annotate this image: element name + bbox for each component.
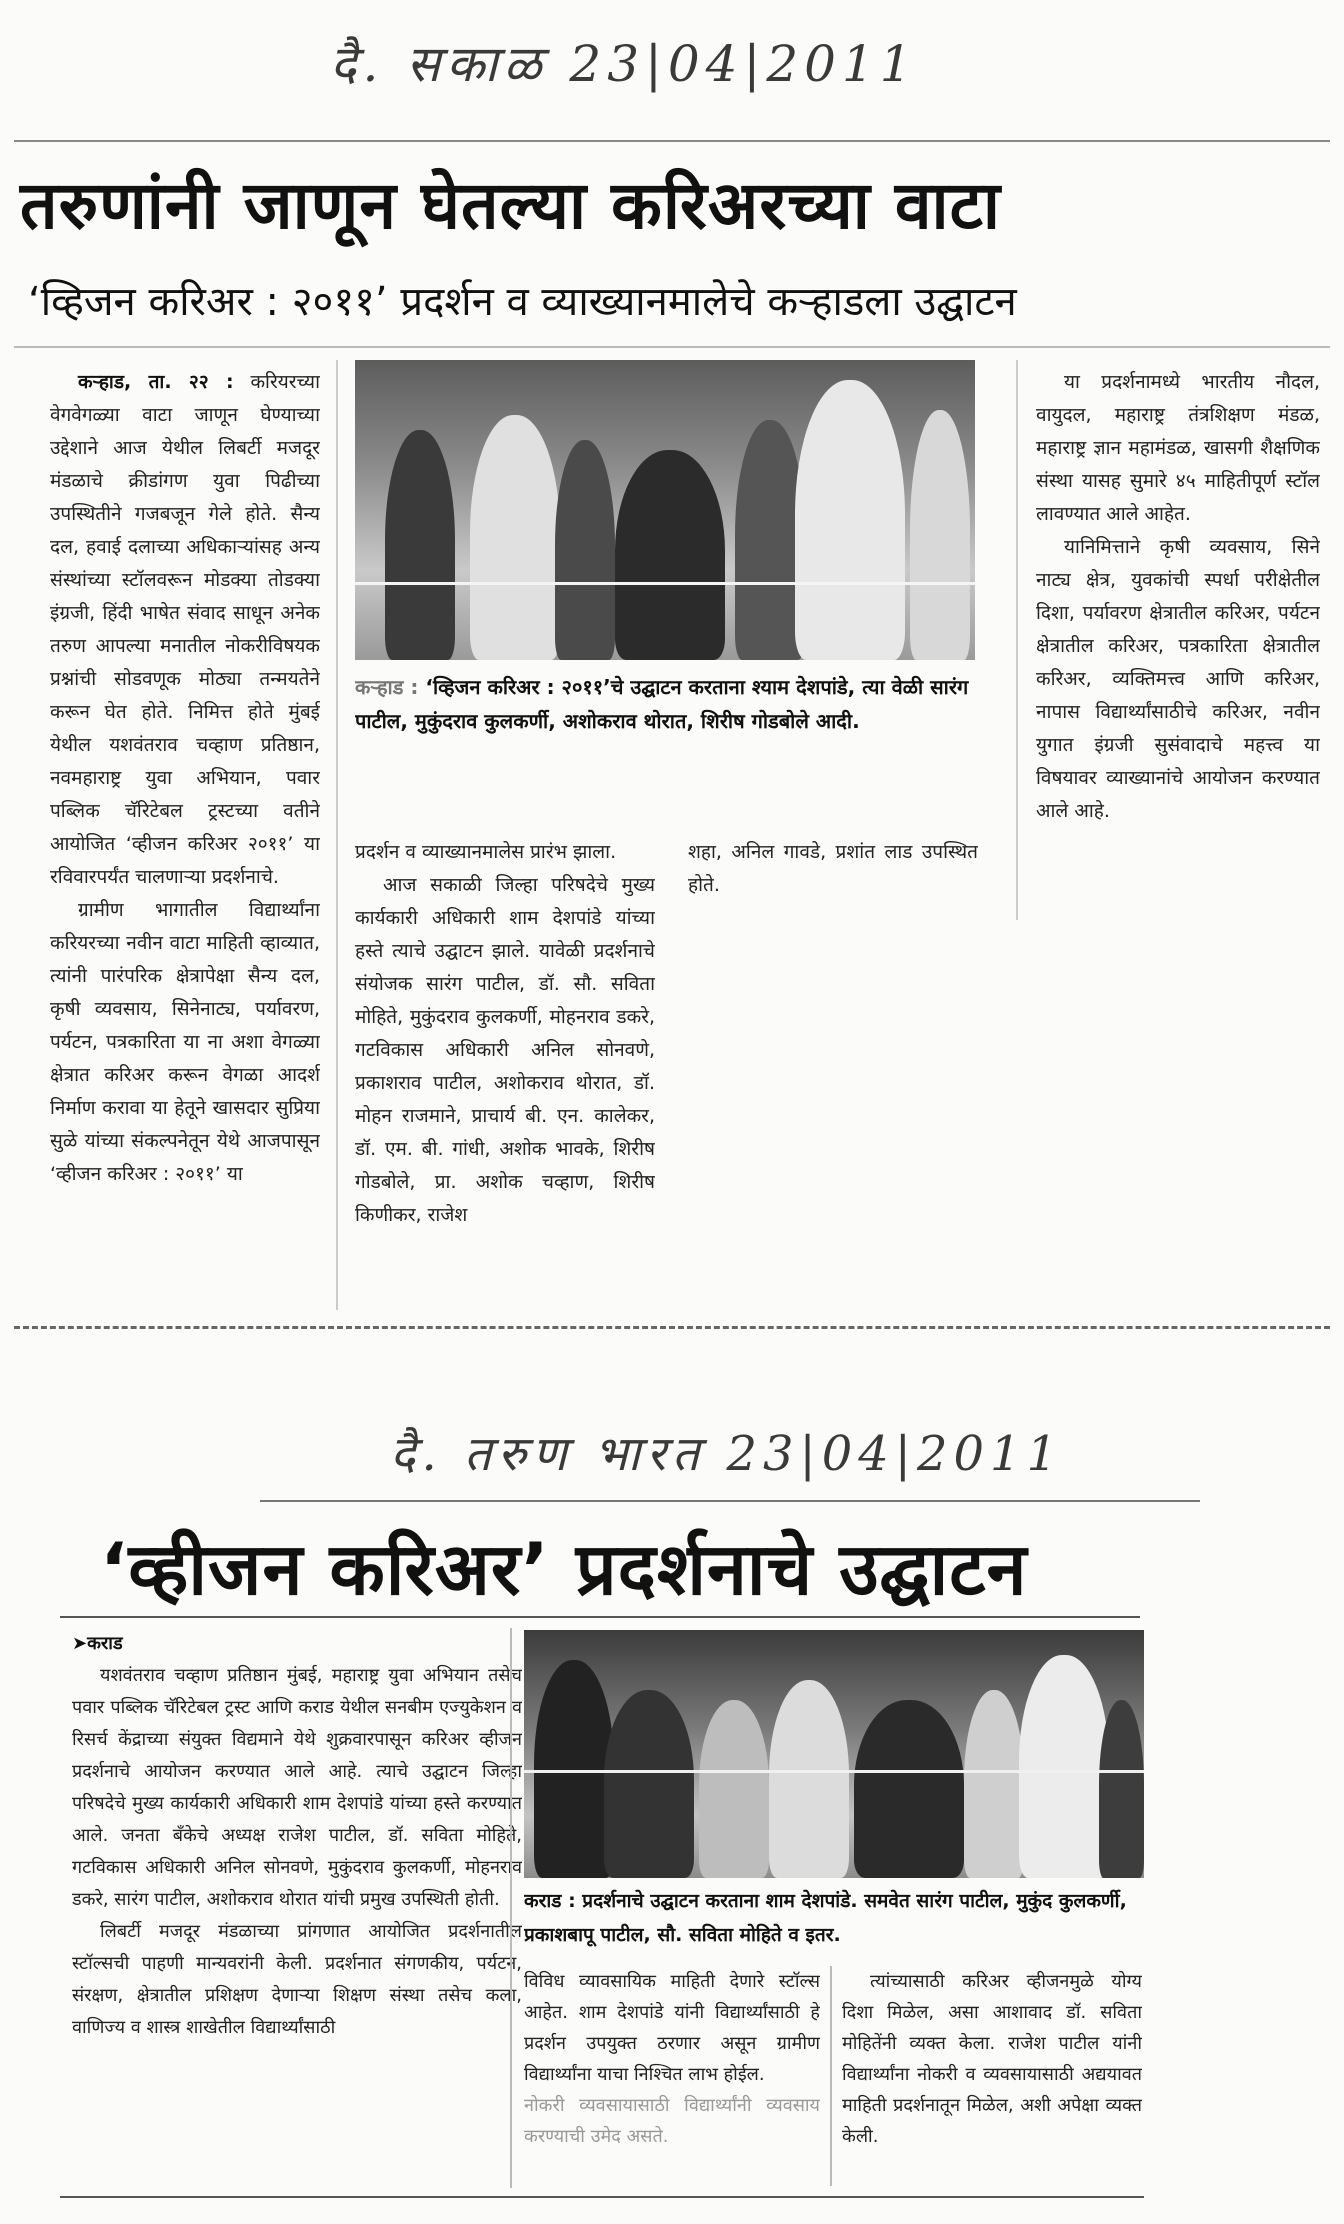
divider (60, 1616, 1140, 1618)
divider (14, 140, 1330, 142)
dateline-arrow: ➤ (72, 1633, 88, 1654)
article-column-4 (1036, 366, 1320, 906)
news-photo (524, 1630, 1144, 1878)
photo-caption (524, 1884, 1144, 1956)
article-column-1 (50, 366, 320, 1310)
person (910, 410, 970, 660)
article-column-1 (72, 1628, 522, 2183)
column-divider (1016, 360, 1018, 920)
article-paragraph: त्यांच्यासाठी करिअर व्हीजनमुळे योग्य दिशा मिळेल, असा आशावाद डॉ. सविता मोहितेंनी व्यक्त केला. राजेश पाटील यांनी विद्यार्थ्यांना नोकरी व व्यवसायासाठी अद्ययावत माहिती प्रदर्शनातून मिळेल, अशी अपेक्षा व्यक्त केली. (842, 1971, 1142, 2147)
divider (14, 346, 1330, 348)
caption-text: प्रदर्शनाचे उद्घाटन करताना शाम देशपांडे. समवेत सारंग पाटील, मुकुंद कुलकर्णी, प्रकाशबापू पाटील, सौ. सविता मोहिते व इतर. (524, 1890, 1127, 1946)
person (615, 450, 725, 660)
clipping-bottom-border (60, 2196, 1144, 2198)
article-column-3 (688, 836, 978, 926)
cut-off-text: नोकरी व्यवसायासाठी विद्यार्थ्यांनी व्यवसाय करण्याची उमेद असते. (524, 2095, 820, 2147)
column-divider (336, 360, 338, 1310)
column-divider (830, 1966, 832, 2186)
article-paragraph: लिबर्टी मजदूर मंडळाच्या प्रांगणात आयोजित प्रदर्शनातील स्टॉल्सची पाहणी मान्यवरांनी केली. प्रदर्शनात संगणकीय, पर्यटन, संरक्षण, क्षेत्रातील प्रशिक्षण देणाऱ्या शिक्षण संस्था तसेच कला, वाणिज्य व शास्त्र शाखेतील विद्यार्थ्यांसाठी (72, 1921, 522, 2038)
person (604, 1690, 694, 1878)
person (769, 1680, 849, 1878)
person (1019, 1655, 1109, 1878)
clipping-bottom-border (14, 1326, 1330, 1329)
caption-place: कऱ्हाड : (355, 675, 419, 699)
headline: ‘व्हीजन करिअर’ प्रदर्शनाचे उद्घाटन (100, 1527, 1028, 1611)
dateline (72, 1628, 522, 1660)
article-paragraph: ग्रामीण भागातील विद्यार्थ्यांना करियरच्या नवीन वाटा माहिती व्हाव्यात, त्यांनी पारंपरिक क्षेत्रापेक्षा सैन्य दल, कृषी व्यवसाय, सिनेनाट्य, पर्यावरण, पर्यटन, पत्रकारिता या ना अशा वेगळ्या क्षेत्रात करिअर करून वेगळा आदर्श निर्माण करावा या हेतूने खासदार सुप्रिया सुळे यांच्या संकल्पनेतून येथे आजपासून ‘व्हीजन करिअर : २०११’ या (50, 899, 320, 1185)
article-paragraph: विविध व्यावसायिक माहिती देणारे स्टॉल्स आहेत. शाम देशपांडे यांनी विद्यार्थ्यांसाठी हे प्रदर्शन उपयुक्त ठरणार असून ग्रामीण विद्यार्थ्यांना याचा निश्चित लाभ होईल. (524, 1971, 820, 2085)
caption-text: ‘व्हिजन करिअर : २०११’चे उद्घाटन करताना श्याम देशपांडे, त्या वेळी सारंग पाटील, मुकुंदराव कुलकर्णी, अशोकराव थोरात, शिरीष गोडबोले आदी. (355, 675, 969, 733)
article-paragraph: या प्रदर्शनामध्ये भारतीय नौदल, वायुदल, महाराष्ट्र तंत्रशिक्षण मंडळ, महाराष्ट्र ज्ञान महामंडळ, खासगी शैक्षणिक संस्था यासह सुमारे ४५ माहितीपूर्ण स्टॉल लावण्यात आले आहेत. (1036, 371, 1320, 525)
handwritten-source-label: दै. तरुण भारत 23|04|2011 (390, 1426, 1064, 1482)
article-column-2 (355, 836, 655, 1306)
person (555, 440, 615, 660)
person (1099, 1700, 1144, 1878)
article-paragraph (50, 366, 320, 894)
article-paragraph: यानिमित्ताने कृषी व्यवसाय, सिने नाट्य क्षेत्र, युवकांची स्पर्धा परीक्षेतील दिशा, पर्यावरण क्षेत्रातील करिअर, पर्यटन क्षेत्रातील करिअर, पत्रकारिता क्षेत्रातील करिअर, व्यक्तिमत्त्व आणि करिअर, नापास विद्यार्थ्यांसाठीचे करिअर, नवीन युगात इंग्रजी सुसंवादाचे महत्त्व या विषयावर व्याख्यानांचे आयोजन करण्यात आले आहे. (1036, 536, 1320, 822)
column-divider (510, 1628, 512, 2188)
caption-place: कराड : (524, 1890, 576, 1912)
article-paragraph: यशवंतराव चव्हाण प्रतिष्ठान मुंबई, महाराष्ट्र युवा अभियान तसेच पवार पब्लिक चॅरिटेबल ट्रस्ट आणि कराड येथील सनबीम एज्युकेशन व रिसर्च केंद्राच्या संयुक्त विद्यमाने येथे शुक्रवारपासून करिअर व्हीजन प्रदर्शनाचे आयोजन करण्यात आले आहे. त्याचे उद्घाटन जिल्हा परिषदेचे मुख्य कार्यकारी अधिकारी शाम देशपांडे यांच्या हस्ते करण्यात आले. जनता बँकेचे अध्यक्ष राजेश पाटील, डॉ. सविता मोहिते, गटविकास अधिकारी अनिल सोनवणे, मुकुंदराव कुलकर्णी, मोहनराव डकरे, सारंग पाटील, अशोकराव थोरात यांची प्रमुख उपस्थिती होती. (72, 1665, 522, 1910)
person (534, 1660, 614, 1878)
person (964, 1690, 1024, 1878)
person (470, 415, 560, 660)
person (854, 1700, 964, 1878)
person (795, 380, 905, 660)
handwritten-source-label: दै. सकाळ 23|04|2011 (330, 35, 918, 93)
ribbon (524, 1770, 1144, 1773)
headline: तरुणांनी जाणून घेतल्या करिअरच्या वाटा (20, 167, 1001, 244)
news-photo (355, 360, 975, 660)
person (385, 430, 455, 660)
article-paragraph: शहा, अनिल गावडे, प्रशांत लाड उपस्थित होते. (688, 841, 978, 896)
person (699, 1700, 769, 1878)
subheadline: ‘व्हिजन करिअर : २०११’ प्रदर्शन व व्याख्यानमालेचे कऱ्हाडला उद्घाटन (28, 279, 1017, 325)
article-column-2 (524, 1966, 820, 2186)
ribbon (355, 582, 975, 585)
article-paragraph: आज सकाळी जिल्हा परिषदेचे मुख्य कार्यकारी अधिकारी शाम देशपांडे यांच्या हस्ते त्याचे उद्घाटन झाले. यावेळी प्रदर्शनाचे संयोजक सारंग पाटील, डॉ. सौ. सविता मोहिते, मुकुंदराव कुलकर्णी, मोहनराव डकरे, गटविकास अधिकारी अनिल सोनवणे, प्रकाशराव पाटील, अशोकराव थोरात, डॉ. मोहन राजमाने, प्राचार्य बी. एन. कालेकर, डॉ. एम. बी. गांधी, अशोक भावके, शिरीष गोडबोले, प्रा. अशोक चव्हाण, शिरीष किणीकर, राजेश (355, 874, 655, 1226)
paragraph-text: करियरच्या वेगवेगळ्या वाटा जाणून घेण्याच्या उद्देशाने आज येथील लिबर्टी मजदूर मंडळाचे क्रीडांगण युवा पिढीच्या उपस्थितीने गजबजून गेले होते. सैन्य दल, हवाई दलाच्या अधिकाऱ्यांसह अन्य संस्थांच्या स्टॉलवरून मोडक्या तोडक्या इंग्रजी, हिंदी भाषेत संवाद साधून अनेक तरुण आपल्या मनातील नोकरीविषयक प्रश्नांची सोडवणूक मोठ्या तन्मयतेने करून घेत होते. निमित्त होते मुंबई येथील यशवंतराव चव्हाण प्रतिष्ठान, नवमहाराष्ट्र युवा अभियान, पवार पब्लिक चॅरिटेबल ट्रस्टच्या वतीने आयोजित ‘व्हीजन करिअर २०११’ या रविवारपर्यंत चालणाऱ्या प्रदर्शनाचे. (50, 371, 320, 888)
divider (260, 1500, 1200, 1502)
dateline: कऱ्हाड, ता. २२ : (78, 371, 234, 393)
photo-caption (355, 670, 975, 810)
article-column-3 (842, 1966, 1142, 2186)
dateline-text: कराड (87, 1633, 123, 1654)
article-paragraph: प्रदर्शन व व्याख्यानमालेस प्रारंभ झाला. (355, 841, 617, 863)
